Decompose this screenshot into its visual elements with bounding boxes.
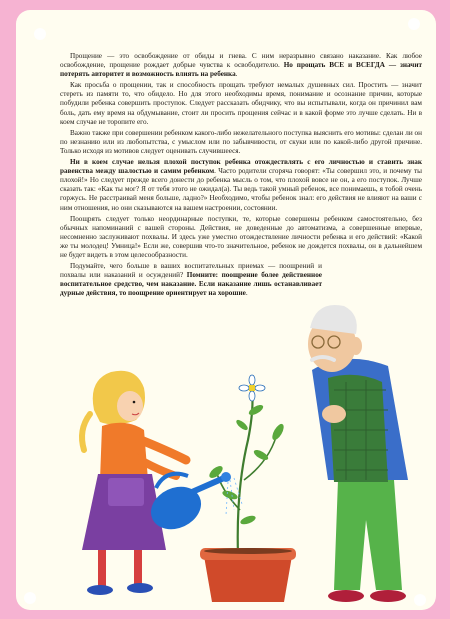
p1-after: . <box>235 70 238 79</box>
p1-text: Прощение — это освобождение от обиды и гнева. С ним неразрывно связано наказание. Как любое освобождение, прощение рождает добрые чувства к освободителю. <box>60 52 422 70</box>
p6-bold: Помните: поощрение более действенное воспитательное средство, чем наказание. Если наказание лишь останавливает дурные действия, то поощрение ориентирует на хорошие <box>60 271 322 298</box>
p3-text: Важно также при совершении ребенком какого-либо нежелательного поступка выяснить его мотивы: сделан ли он по незнанию или из любопытства, с умыслом или по забывчивости, от скуки или по какой-либо другой причине. Только исходя из мотивов следует оценивать случившееся. <box>60 128 422 155</box>
p4-bold: Ни в коем случае нельзя плохой поступок ребенка отождествлять с его личностью и ставить знак равенства между шалостью и самим ребенком <box>60 158 422 176</box>
p1-bold: Но прощать ВСЕ и ВСЕГДА — значит потерять авторитет и возможность влиять на ребенка <box>60 61 423 79</box>
potted-plant-icon <box>200 375 296 602</box>
p4-text: . Часто родители сгоряча говорят: «Ты совершил это, и почему ты плохой!» Но следует прежде всего донести до ребенка мысль о том, что плохой вовсе не он, а его поступок. Лучше сказать так: «Как ты мог? Я от тебя этого не ожидал(а). Ты ведь такой умный ребенок, все понимаешь, я тобой очень горжусь. Не расстраивай меня больше, ладно?» Необходимо, чтобы ребенок знал: его действия не влияют на ваши с ним отношения, но они сказываются на вашем настроении, состоянии. <box>60 167 422 212</box>
p5-text: Поощрять следует только неординарные поступки, те, которые совершены ребенком самостоятельно, без обычных напоминаний с вашей стороны. Действия, не доведенные до автоматизма, а совершенные впервые, несомненно заслуживают похвалы. И здесь уже уместно отождествление личности ребенка и его действий: «Какой же ты молодец! Умница!» Если же, совершив что-то значительное, ребенок не дождется похвалы, он в дальнейшем не будет видеть в этом целесообразности. <box>60 214 422 259</box>
grandpa-smiling-icon <box>308 305 408 602</box>
page <box>16 10 436 610</box>
p6-text: Подумайте, чего больше в ваших воспитательных приемах — поощрений и похвалы или наказаний и осуждений? <box>60 262 322 280</box>
girl-watering-icon <box>82 371 186 595</box>
illustration <box>16 10 436 610</box>
p2-text: Как просьба о прощении, так и способность прощать требуют немалых душевных сил. Простить — значит стереть из памяти то, что обидело. Но для этого необходимы время, понимание и осознание причин, которые побудили ребенка совершить проступок. Следует рассказать обидчику, что вы испытывали, когда он причинил вам боль, дать ему время на обдумывание, стоит ли просить прощения сейчас и в какой форме это лучше сделать. Ни в коем случае не торопите его. <box>60 81 422 126</box>
p6-after: . <box>245 289 248 298</box>
